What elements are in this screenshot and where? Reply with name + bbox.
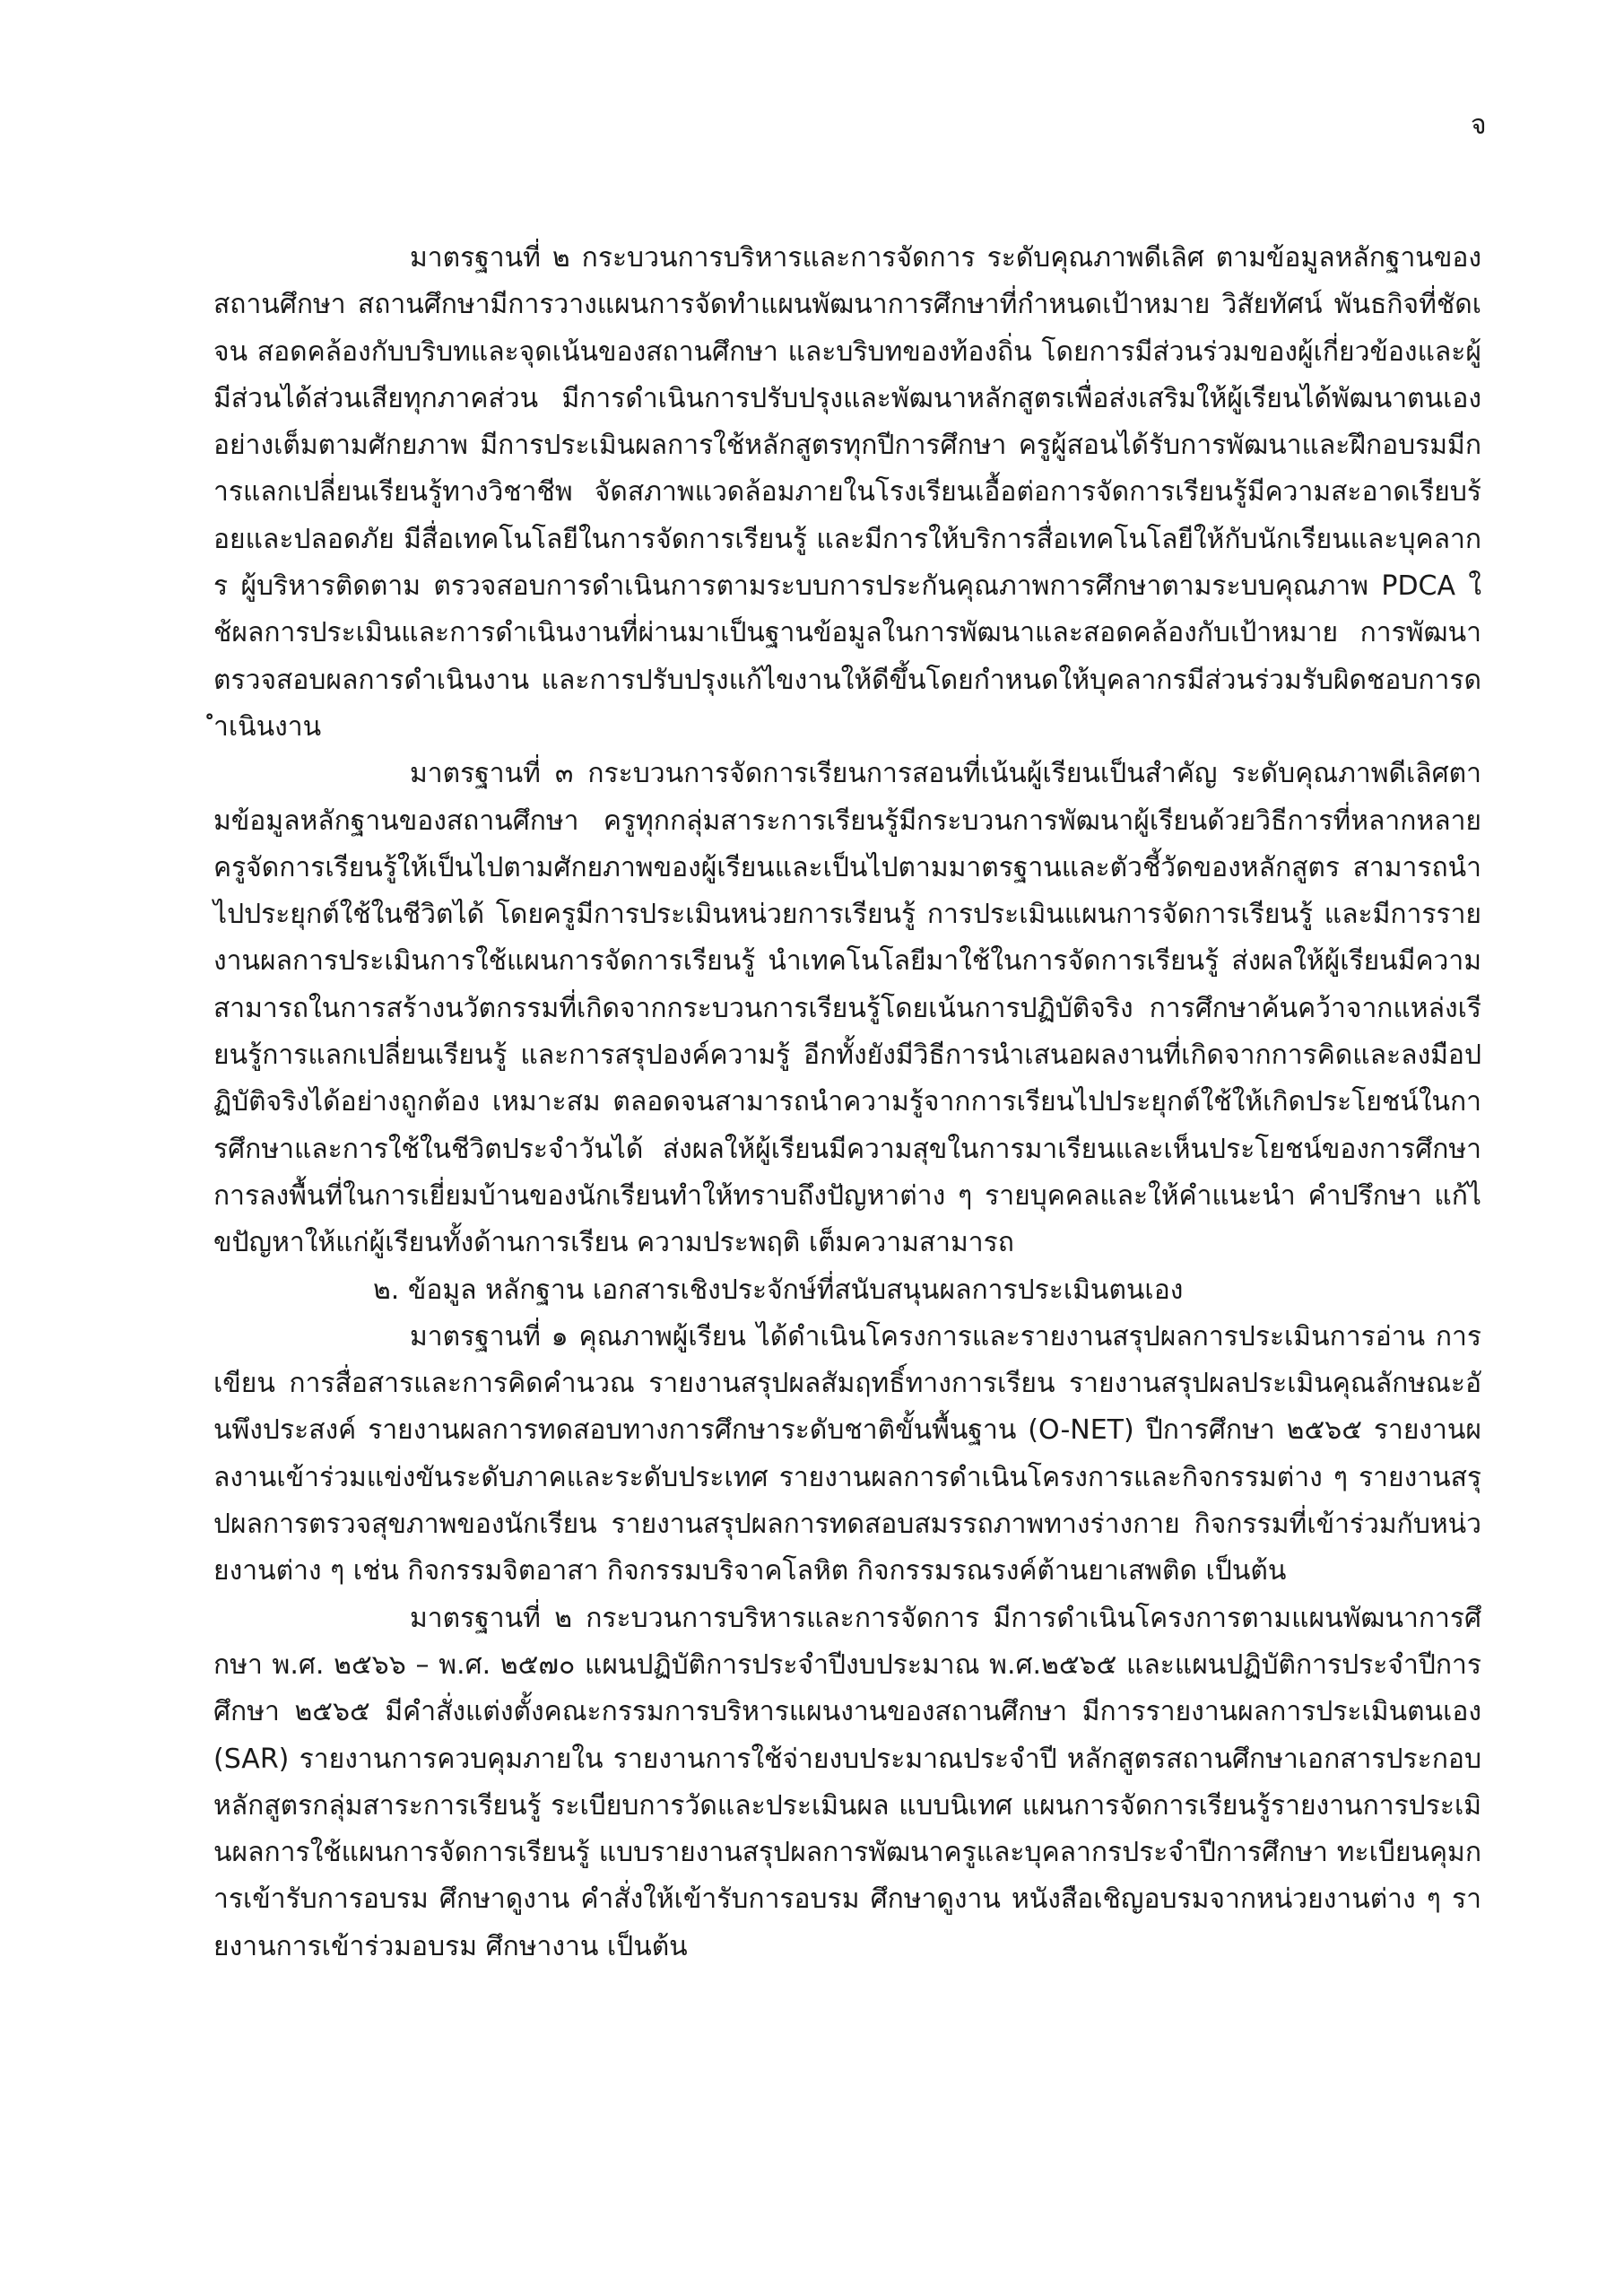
- paragraph-evidence-standard-1: มาตรฐานที่ ๑ คุณภาพผู้เรียน ได้ดำเนินโครงการและรายงานสรุปผลการประเมินการอ่าน การเขียน การสื่อสารและการคิดคำนวณ รายงานสรุปผลสัมฤทธิ์ทางการเรียน รายงานสรุปผลประเมินคุณลักษณะอันพึงประสงค์ รายงานผลการทดสอบทางการศึกษาระดับชาติขั้นพื้นฐาน (O-NET) ปีการศึกษา ๒๕๖๕ รายงานผลงานเข้าร่วมแข่งขันระดับภาคและระดับประเทศ รายงานผลการดำเนินโครงการและกิจกรรมต่าง ๆ รายงานสรุปผลการตรวจสุขภาพของนักเรียน รายงานสรุปผลการทดสอบสมรรถภาพทางร่างกาย กิจกรรมที่เข้าร่วมกับหน่วยงานต่าง ๆ เช่น กิจกรรมจิตอาสา กิจกรรมบริจาคโลหิต กิจกรรมรณรงค์ต้านยาเสพติด เป็นต้น: [213, 1320, 1481, 1587]
- page-number: จ: [1471, 109, 1487, 141]
- paragraph-evidence-standard-2: มาตรฐานที่ ๒ กระบวนการบริหารและการจัดการ มีการดำเนินโครงการตามแผนพัฒนาการศึกษา พ.ศ. ๒๕๖๖ – พ.ศ. ๒๕๗๐ แผนปฏิบัติการประจำปีงบประมาณ พ.ศ.๒๕๖๕ และแผนปฏิบัติการประจำปีการศึกษา ๒๕๖๕ มีคำสั่งแต่งตั้งคณะกรรมการบริหารแผนงานของสถานศึกษา มีการรายงานผลการประเมินตนเอง (SAR) รายงานการควบคุมภายใน รายงานการใช้จ่ายงบประมาณประจำปี หลักสูตรสถานศึกษาเอกสารประกอบหลักสูตรกลุ่มสาระการเรียนรู้ ระเบียบการวัดและประเมินผล แบบนิเทศ แผนการจัดการเรียนรู้รายงานการประเมินผลการใช้แผนการจัดการเรียนรู้ แบบรายงานสรุปผลการพัฒนาครูและบุคลากรประจำปีการศึกษา ทะเบียนคุมการเข้ารับการอบรม ศึกษาดูงาน คำสั่งให้เข้ารับการอบรม ศึกษาดูงาน หนังสือเชิญอบรมจากหน่วยงานต่าง ๆ รายงานการเข้าร่วมอบรม ศึกษางาน เป็นต้น: [213, 1602, 1481, 1962]
- section-heading-evidence: ๒. ข้อมูล หลักฐาน เอกสารเชิงประจักษ์ที่สนับสนุนผลการประเมินตนเอง: [373, 1274, 1184, 1306]
- paragraph-standard-2-management: มาตรฐานที่ ๒ กระบวนการบริหารและการจัดการ ระดับคุณภาพดีเลิศ ตามข้อมูลหลักฐานของสถานศึกษา สถานศึกษามีการวางแผนการจัดทำแผนพัฒนาการศึกษาที่กำหนดเป้าหมาย วิสัยทัศน์ พันธกิจที่ชัดเจน สอดคล้องกับบริบทและจุดเน้นของสถานศึกษา และบริบทของท้องถิ่น โดยการมีส่วนร่วมของผู้เกี่ยวข้องและผู้มีส่วนได้ส่วนเสียทุกภาคส่วน มีการดำเนินการปรับปรุงและพัฒนาหลักสูตรเพื่อส่งเสริมให้ผู้เรียนได้พัฒนาตนเองอย่างเต็มตามศักยภาพ มีการประเมินผลการใช้หลักสูตรทุกปีการศึกษา ครูผู้สอนได้รับการพัฒนาและฝึกอบรมมีการแลกเปลี่ยนเรียนรู้ทางวิชาชีพ จัดสภาพแวดล้อมภายในโรงเรียนเอื้อต่อการจัดการเรียนรู้มีความสะอาดเรียบร้อยและปลอดภัย มีสื่อเทคโนโลยีในการจัดการเรียนรู้ และมีการให้บริการสื่อเทคโนโลยีให้กับนักเรียนและบุคลากร ผู้บริหารติดตาม ตรวจสอบการดำเนินการตามระบบการประกันคุณภาพการศึกษาตามระบบคุณภาพ PDCA ใช้ผลการประเมินและการดำเนินงานที่ผ่านมาเป็นฐานข้อมูลในการพัฒนาและสอดคล้องกับเป้าหมาย การพัฒนา ตรวจสอบผลการดำเนินงาน และการปรับปรุงแก้ไขงานให้ดีขึ้นโดยกำหนดให้บุคลากรมีส่วนร่วมรับผิดชอบการดำเนินงาน: [213, 242, 1481, 743]
- document-body: [213, 235, 1481, 1970]
- paragraph-standard-3-teaching: มาตรฐานที่ ๓ กระบวนการจัดการเรียนการสอนที่เน้นผู้เรียนเป็นสำคัญ ระดับคุณภาพดีเลิศตามข้อมูลหลักฐานของสถานศึกษา ครูทุกกลุ่มสาระการเรียนรู้มีกระบวนการพัฒนาผู้เรียนด้วยวิธีการที่หลากหลายครูจัดการเรียนรู้ให้เป็นไปตามศักยภาพของผู้เรียนและเป็นไปตามมาตรฐานและตัวชี้วัดของหลักสูตร สามารถนำไปประยุกต์ใช้ในชีวิตได้ โดยครูมีการประเมินหน่วยการเรียนรู้ การประเมินแผนการจัดการเรียนรู้ และมีการรายงานผลการประเมินการใช้แผนการจัดการเรียนรู้ นำเทคโนโลยีมาใช้ในการจัดการเรียนรู้ ส่งผลให้ผู้เรียนมีความสามารถในการสร้างนวัตกรรมที่เกิดจากกระบวนการเรียนรู้โดยเน้นการปฏิบัติจริง การศึกษาค้นคว้าจากแหล่งเรียนรู้การแลกเปลี่ยนเรียนรู้ และการสรุปองค์ความรู้ อีกทั้งยังมีวิธีการนำเสนอผลงานที่เกิดจากการคิดและลงมือปฏิบัติจริงได้อย่างถูกต้อง เหมาะสม ตลอดจนสามารถนำความรู้จากการเรียนไปประยุกต์ใช้ให้เกิดประโยชน์ในการศึกษาและการใช้ในชีวิตประจำวันได้ ส่งผลให้ผู้เรียนมีความสุขในการมาเรียนและเห็นประโยชน์ของการศึกษา การลงพื้นที่ในการเยี่ยมบ้านของนักเรียนทำให้ทราบถึงปัญหาต่าง ๆ รายบุคคลและให้คำแนะนำ คำปรึกษา แก้ไขปัญหาให้แก่ผู้เรียนทั้งด้านการเรียน ความประพฤติ เต็มความสามารถ: [213, 758, 1481, 1259]
